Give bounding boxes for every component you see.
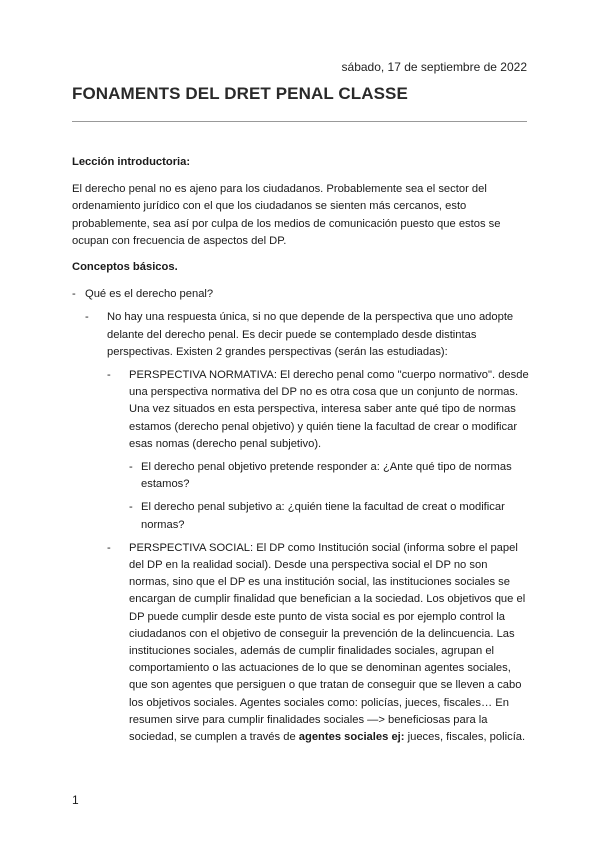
list-item-objetivo <box>129 459 530 493</box>
dash-bullet: - <box>107 369 111 382</box>
dash-bullet: - <box>129 501 133 514</box>
dash-bullet: - <box>129 461 133 474</box>
dash-bullet: - <box>72 288 76 301</box>
intro-paragraph: El derecho penal no es ajeno para los ciudadanos. Probablemente sea el sector del ordenamiento jurídico con el que los ciudadanos se sienten más cercanos, esto probablemente, sea así por culpa de los medios de comunicación puesto que estos se ocupan con frecuencia de aspectos del DP. <box>72 183 501 247</box>
question-text: Qué es el derecho penal? <box>85 288 214 301</box>
dash-bullet: - <box>107 541 111 554</box>
social-bold-text: agentes sociales ej: <box>298 731 405 744</box>
answer-text: No hay una respuesta única, si no que depende de la perspectiva que uno adopte delante del derecho penal. Es decir puede se contemplado desde distintas perspectivas. Existen 2 grandes perspectivas (serán las estudiadas): <box>107 311 514 358</box>
normativa-text: PERSPECTIVA NORMATIVA: El derecho penal como "cuerpo normativo". desde una perspectiva normativa del DP no es otra cosa que un conjunto de normas. Una vez situados en esta perspectiva, interesa saber ante qué tipo de normas estamos (derecho penal objetivo) y quién tiene la facultad de crear o modificar esas nomas (derecho penal subjetivo). <box>129 369 529 450</box>
dash-bullet: - <box>85 311 89 324</box>
title-divider <box>72 121 527 122</box>
objetivo-text: El derecho penal objetivo pretende responder a: ¿Ante qué tipo de normas estamos? <box>141 461 512 491</box>
list-item-subjetivo <box>129 499 530 533</box>
concepts-heading: Conceptos básicos. <box>72 261 178 274</box>
list-item-question <box>72 286 530 303</box>
document-date: sábado, 17 de septiembre de 2022 <box>341 60 527 74</box>
list-item-normativa <box>107 367 530 453</box>
page-number: 1 <box>72 793 79 807</box>
list-item-answer <box>85 309 530 361</box>
lesson-heading: Lección introductoria: <box>72 156 191 168</box>
social-text: PERSPECTIVA SOCIAL: El DP como Institución social (informa sobre el papel del DP en la realidad social). Desde una perspectiva social el DP no son normas, sino que el DP es una institución social, las instituciones sociales se encargan de cumplir finalidad que benefician a la sociedad. Los objetivos que el DP puede cumplir desde este punto de vista social es por ejemplo control la ciudadanos con el objetivo de conseguir la prevención de la delincuencia. Las instituciones sociales, además de cumplir finalidades sociales, agrupan el comportamiento o las actuaciones de lo que se denominan agentes sociales, que son agentes que persiguen o que tratan de conseguir que se lleven a cabo los objetivos sociales. Agentes sociales como: policías, jueces, fiscales… En resumen sirve para cumplir finalidades sociales —> beneficiosas para la sociedad, se cumplen a través de <box>129 541 526 744</box>
social-tail-text: jueces, fiscales, policía. <box>404 731 526 744</box>
document-title: FONAMENTS DEL DRET PENAL CLASSE <box>72 84 408 103</box>
document-body <box>72 154 530 752</box>
list-item-social <box>107 540 530 746</box>
subjetivo-text: El derecho penal subjetivo a: ¿quién tiene la facultad de creat o modificar normas? <box>141 501 505 531</box>
